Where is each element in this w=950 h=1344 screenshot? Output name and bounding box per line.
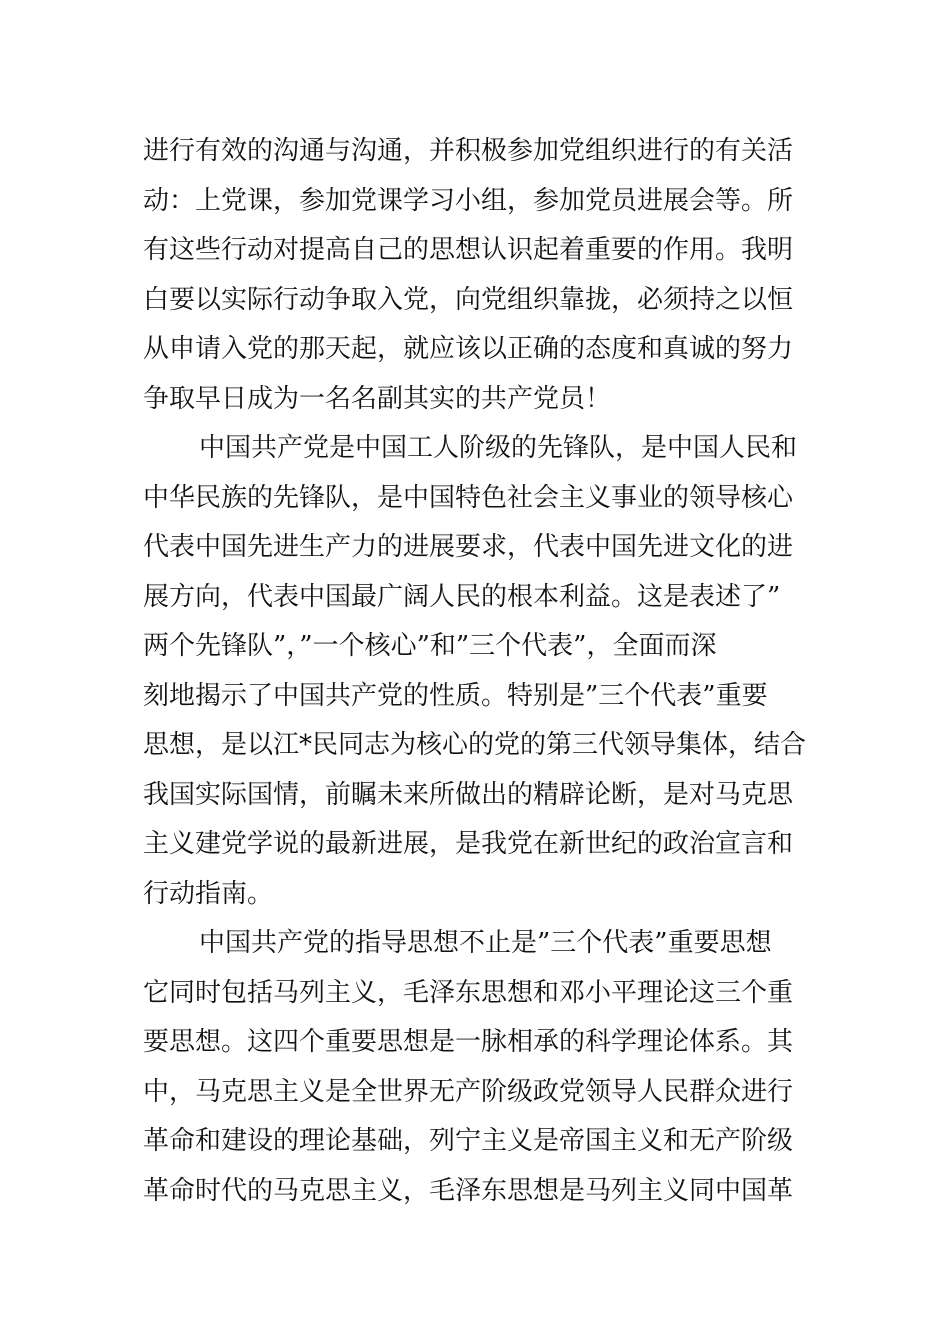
text-line: 中华民族的先锋队，是中国特色社会主义事业的领导核心 [143,482,794,513]
text-line: 思想，是以江*民同志为核心的党的第三代领导集体，结合 [143,730,807,760]
text-line: 进行有效的沟通与沟通，并积极参加党组织进行的有关活 [143,136,794,166]
text-line: 两个先锋队”，”一个核心”和”三个代表”，全面而深 [143,631,717,661]
text-line: 它同时包括马列主义，毛泽东思想和邓小平理论这三个重 [143,977,794,1008]
text-line: 展方向，代表中国最广阔人民的根本利益。这是表述了” [143,581,781,612]
text-line: 动：上党课，参加党课学习小组，参加党员进展会等。所 [143,185,794,216]
text-line: 有这些行动对提高自己的思想认识起着重要的作用。我明 [143,235,794,265]
document-body [143,127,813,1216]
text-line: 中，马克思主义是全世界无产阶级政党领导人民群众进行 [143,1076,794,1107]
text-line: 刻地揭示了中国共产党的性质。特别是”三个代表”重要 [143,680,768,711]
text-line: 要思想。这四个重要思想是一脉相承的科学理论体系。其 [143,1027,794,1057]
text-line: 革命时代的马克思主义，毛泽东思想是马列主义同中国革 [143,1175,794,1206]
text-line: 主义建党学说的最新进展，是我党在新世纪的政治宣言和 [143,829,794,859]
text-line: 白要以实际行动争取入党，向党组织靠拢，必须持之以恒 [143,284,794,315]
text-line: 我国实际国情，前瞩未来所做出的精辟论断，是对马克思 [143,779,794,810]
paragraph-first-line: 中国共产党的指导思想不止是”三个代表”重要思想 [199,928,772,958]
text-line: 代表中国先进生产力的进展要求，代表中国先进文化的进 [143,532,794,562]
text-line: 革命和建设的理论基础，列宁主义是帝国主义和无产阶级 [143,1126,794,1156]
text-line: 从申请入党的那天起，就应该以正确的态度和真诚的努力 [143,334,794,364]
paragraph-first-line: 中国共产党是中国工人阶级的先锋队，是中国人民和 [199,433,798,463]
text-line: 行动指南。 [143,878,274,909]
text-line: 争取早日成为一名名副其实的共产党员！ [143,383,612,414]
